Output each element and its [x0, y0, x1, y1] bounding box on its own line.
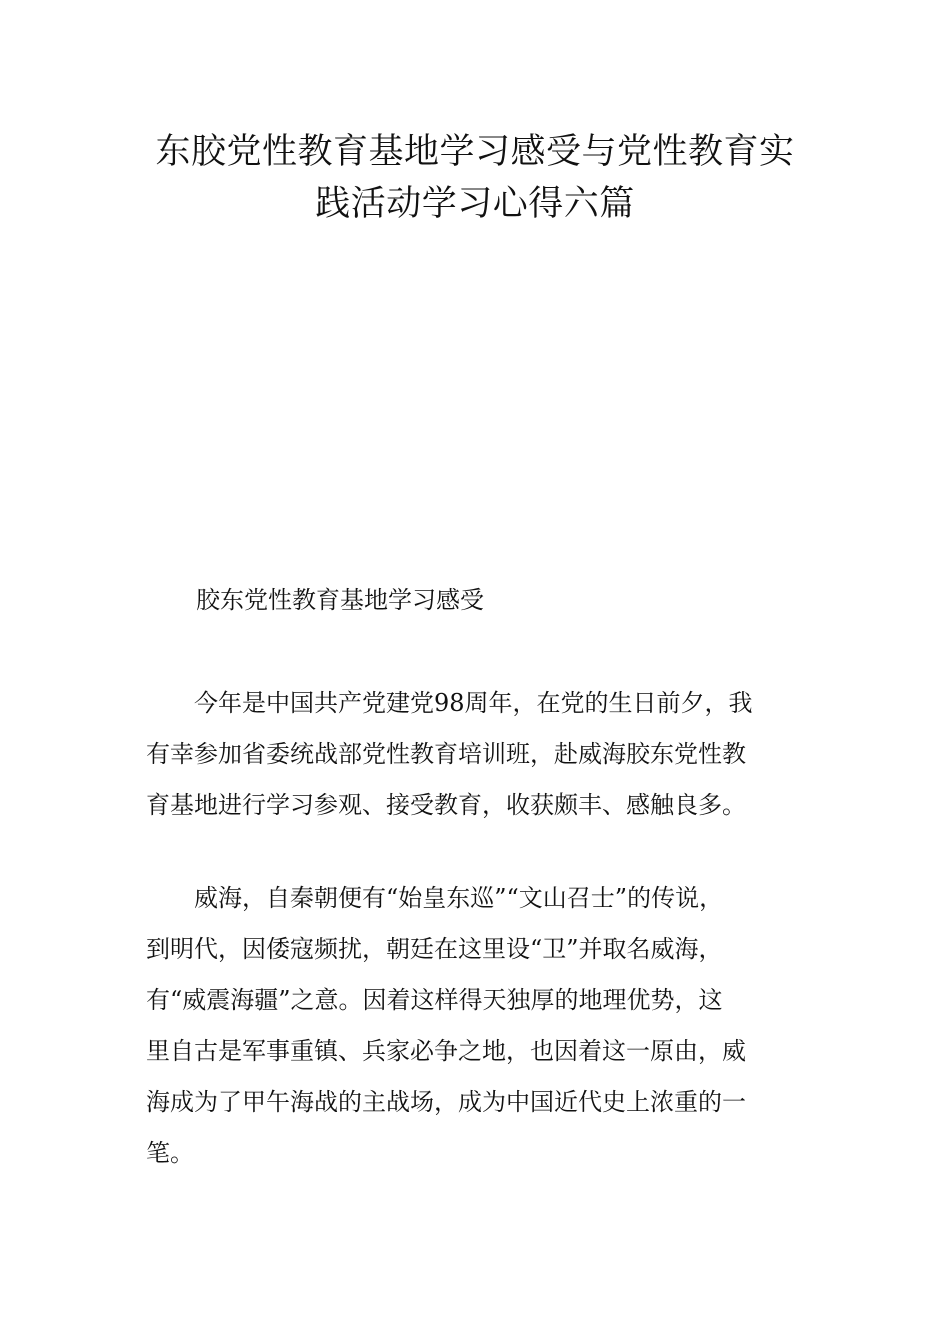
- paragraph-2-line-6: 笔。: [146, 1139, 194, 1167]
- paragraph-2-line-2: 到明代，因倭寇频扰，朝廷在这里设“卫”并取名威海，: [146, 935, 723, 963]
- paragraph-2-line-3: 有“威震海疆”之意。因着这样得天独厚的地理优势，这: [146, 986, 723, 1014]
- paragraph-1-line-2: 有幸参加省委统战部党性教育培训班，赴威海胶东党性教: [146, 740, 746, 768]
- paragraph-2-line-4: 里自古是军事重镇、兵家必争之地，也因着这一原由，威: [146, 1037, 746, 1065]
- paragraph-2-line-1: 威海，自秦朝便有“始皇东巡”“文山召士”的传说，: [194, 884, 724, 912]
- paragraph-1-line-3: 育基地进行学习参观、接受教育，收获颇丰、感触良多。: [146, 791, 746, 819]
- section-heading: 胶东党性教育基地学习感受: [196, 586, 484, 614]
- paragraph-1-line-1: 今年是中国共产党建党98周年，在党的生日前夕，我: [194, 689, 753, 717]
- title-line-1: 东胶党性教育基地学习感受与党性教育实: [155, 132, 795, 172]
- paragraph-1: [146, 678, 821, 831]
- title-line-2: 践活动学习心得六篇: [315, 184, 635, 224]
- paragraph-2: [146, 873, 821, 1179]
- paragraph-2-line-5: 海成为了甲午海战的主战场，成为中国近代史上浓重的一: [146, 1088, 746, 1116]
- document-title: [110, 126, 840, 230]
